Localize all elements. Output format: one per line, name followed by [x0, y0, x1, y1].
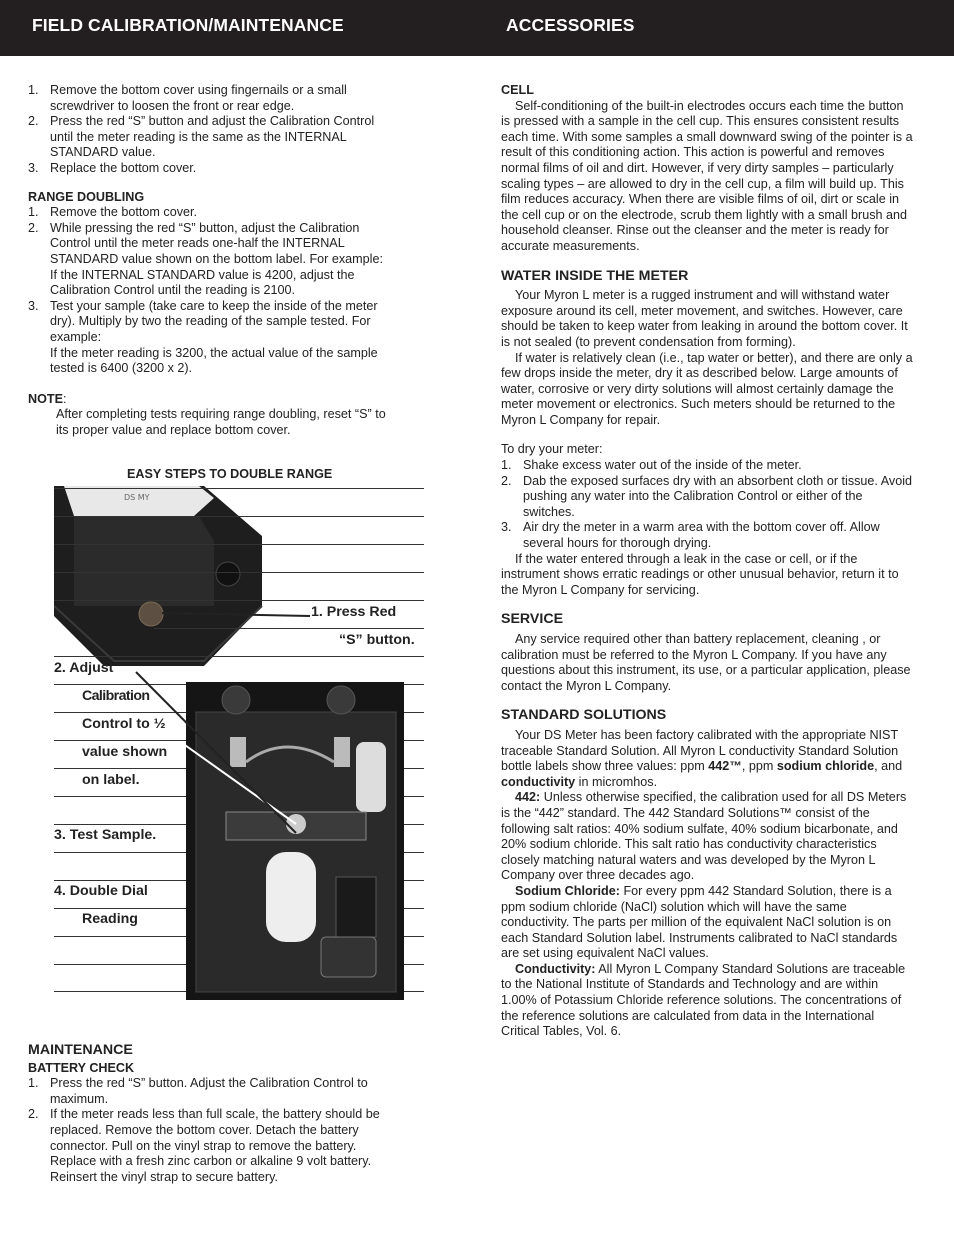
step2-line2: Calibration — [82, 688, 150, 704]
step2-line1: 2. Adjust — [54, 660, 114, 676]
list-item: 3. Test your sample (take care to keep the inside of the meter dry). Multiply by two the reading of the sample tested. For example: If the meter reading is 3200, the actual value of the sample tested is 6400 (3200 x 2). — [28, 298, 378, 376]
list-item: 1. Shake excess water out of the inside of the meter. — [501, 458, 802, 473]
standard-p1: Your DS Meter has been factory calibrated with the appropriate NIST traceable Standard Solution. All Myron L conductivity Standard Solution bottle labels show three values: ppm 442™, ppm sodium chloride, and conductivity in micromhos. — [501, 727, 903, 789]
water-heading: WATER INSIDE THE METER — [501, 267, 689, 284]
step1-line2: “S” button. — [339, 632, 415, 648]
figure-title: EASY STEPS TO DOUBLE RANGE — [127, 467, 333, 481]
step2-line5: on label. — [82, 772, 140, 788]
list-item: 3. Air dry the meter in a warm area with the bottom cover off. Allow several hours for thorough drying. — [501, 520, 880, 551]
battery-steps — [28, 1076, 393, 1185]
list-item: 3. Replace the bottom cover. — [28, 160, 197, 175]
range-doubling-steps — [28, 205, 393, 377]
standard-p4: Conductivity: All Myron L Company Standard Solutions are traceable to the National Institute of Standards and Technology and are within 1.00% of Potassium Chloride reference solutions. The concentrations of the reference solutions are calculated from data in the International Critical Tables, Vol. 6. — [501, 961, 906, 1039]
list-item: 2. If the meter reads less than full scale, the battery should be replaced. Remove the bottom cover. Detach the battery connector. Pull on the vinyl strap to remove the battery. Replace with a fresh zinc carbon or alkaline 9 volt battery. Reinsert the vinyl strap to secure battery. — [28, 1107, 380, 1184]
standard-heading: STANDARD SOLUTIONS — [501, 707, 667, 724]
water-p1: Your Myron L meter is a rugged instrument and will withstand water exposure around its cell, meter movement, and switches. However, care should be taken to keep water from leaking in around the bottom cover. It is not sealed (to prevent condensation from forming). — [501, 288, 908, 349]
step3-line: 3. Test Sample. — [54, 827, 157, 843]
section-title-right: ACCESSORIES — [506, 15, 635, 35]
list-item: 2. While pressing the red “S” button, adjust the Calibration Control until the meter reads one-half the INTERNAL STANDARD value shown on the bottom label. For example: If the INTERNAL STANDARD value is 4200, adjust the Calibration Control until the reading is 2100. — [28, 220, 383, 298]
battery-check-heading: BATTERY CHECK — [28, 1060, 135, 1075]
list-item: 2. Dab the exposed surfaces dry with an absorbent cloth or tissue. Avoid pushing any water into the Calibration Control or either of the switches. — [501, 473, 912, 519]
water-p2: If water is relatively clean (i.e., tap water or better), and there are only a few drops inside the meter, dry it as described below. Large amounts of water, corrosive or very dirty solutions will almost certainly damage the meter movement or electronics. Such meters should be returned to the Myron L Company for repair. — [501, 350, 913, 427]
dry-steps — [501, 458, 916, 552]
list-item: 1. Remove the bottom cover. — [28, 205, 197, 220]
step2-line3: Control to ½ — [82, 716, 166, 732]
maintenance-section — [28, 1043, 393, 1185]
double-range-figure — [54, 460, 424, 1000]
range-doubling-heading: RANGE DOUBLING — [28, 189, 145, 204]
step4-line2: Reading — [82, 911, 138, 927]
standard-p2: 442: Unless otherwise specified, the calibration used for all DS Meters is the “442” standard. The 442 Standard Solutions™ consist of the following salt ratios: 40% sodium sulfate, 40% sodium bicarbonate, and 20% sodium chloride. This salt ratio has conductivity characteristics closely matching natural waters and was developed by the Myron L Company over three decades ago. — [501, 790, 907, 883]
left-column — [28, 83, 393, 438]
standard-p3: Sodium Chloride: For every ppm 442 Standard Solution, there is a ppm sodium chloride (NaCl) solution which will have the same conductivity. The parts per million of the equivalent NaCl solution is on each Standard Solution label. Instruments calibrated to NaCl standards are set using equivalent NaCl values. — [501, 883, 898, 961]
right-column — [501, 83, 916, 1040]
maintenance-heading: MAINTENANCE — [28, 1042, 133, 1058]
section-title-left: FIELD CALIBRATION/MAINTENANCE — [32, 15, 344, 35]
list-item: 1. Press the red “S” button. Adjust the Calibration Control to maximum. — [28, 1076, 368, 1106]
note: NOTE: — [28, 391, 67, 406]
list-item: 1. Remove the bottom cover using fingernails or a small screwdriver to loosen the front or rear edge. — [28, 83, 347, 113]
cell-text: Self-conditioning of the built-in electrodes occurs each time the button is pressed with a sample in the cell cup. This ensures consistent results each time. With some samples a small downward swing of the pointer is a result of this conditioning action. This action is powerful and removes normal films of oil and dirt. However, if very dirty samples – particularly scaling types – are allowed to dry in the cell cup, a film will build up. This film reduces accuracy. When there are visible films of oil, dirt or scale in the cell cup or on the electrode, scrub them lightly with a small brush and household cleanser. Rinse out the cleanser and the meter is ready for accurate measurements. — [501, 98, 913, 253]
page-header — [0, 0, 954, 56]
service-heading: SERVICE — [501, 611, 564, 628]
service-text: Any service required other than battery replacement, cleaning , or calibration must be referred to the Myron L Company. If you have any questions about this instrument, its use, or a particular application, please contact the Myron L Company. — [501, 632, 911, 693]
list-item: 2. Press the red “S” button and adjust the Calibration Control until the meter reading is the same as the INTERNAL STANDARD value. — [28, 114, 375, 160]
cell-heading: CELL — [501, 83, 534, 97]
svg-text:DS MY: DS MY — [124, 493, 150, 502]
calibration-steps — [28, 83, 393, 177]
note-label: NOTE — [28, 391, 63, 406]
note-text: After completing tests requiring range doubling, reset “S” to its proper value and replace bottom cover. — [56, 407, 386, 437]
step2-line4: value shown — [82, 744, 168, 760]
step4-line1: 4. Double Dial — [54, 883, 148, 899]
dry-intro: To dry your meter: — [501, 442, 603, 457]
step1-line1: 1. Press Red — [311, 604, 397, 620]
water-p3: If the water entered through a leak in the case or cell, or if the instrument shows erratic readings or other unusual behavior, return it to the Myron L Company for servicing. — [501, 551, 899, 597]
